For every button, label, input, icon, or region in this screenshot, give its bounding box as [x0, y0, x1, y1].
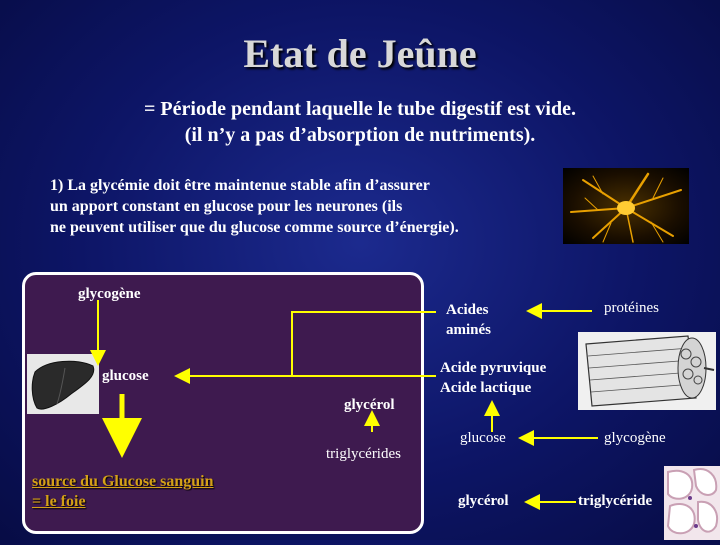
amino-acids-line-2: aminés: [446, 322, 491, 338]
definition-line-1: = Période pendant laquelle le tube digestif est vide.: [144, 98, 576, 120]
label-glycogene-liver: glycogène: [78, 286, 141, 302]
pyruvic-acid: Acide pyruvique: [440, 360, 547, 376]
label-amino-acids: [446, 300, 491, 340]
label-proteins: protéines: [604, 300, 659, 316]
label-glucose-liver: glucose: [102, 368, 149, 384]
page-title: Etat de Jeûne: [243, 31, 477, 76]
lactic-acid: Acide lactique: [440, 380, 532, 396]
definition-line-2: (il n’y a pas d’absorption de nutriments).: [184, 124, 536, 146]
source-line-1: source du Glucose sanguin: [32, 473, 214, 490]
amino-acids-line-1: Acides: [446, 302, 489, 318]
liver-source-text: [32, 472, 214, 512]
line-acides-to-glycerol: [292, 312, 436, 376]
label-glycogene-muscle: glycogène: [604, 430, 666, 446]
label-glucose-muscle: glucose: [460, 430, 506, 446]
source-line-2: = le foie: [32, 493, 86, 510]
label-glycerol-liver: glycérol: [344, 397, 395, 413]
label-triglyceride-adipose: triglycéride: [578, 493, 653, 509]
paragraph-line-3: ne peuvent utiliser que du glucose comme source d’énergie).: [50, 219, 459, 236]
paragraph-line-1: 1) La glycémie doit être maintenue stable afin d’assurer: [50, 177, 430, 194]
label-pyruvic-lactic: [440, 358, 546, 398]
paragraph-line-2: un apport constant en glucose pour les neurones (ils: [50, 198, 403, 215]
label-triglycerides-liver: triglycérides: [326, 446, 401, 462]
label-glycerol-adipose: glycérol: [458, 493, 509, 509]
